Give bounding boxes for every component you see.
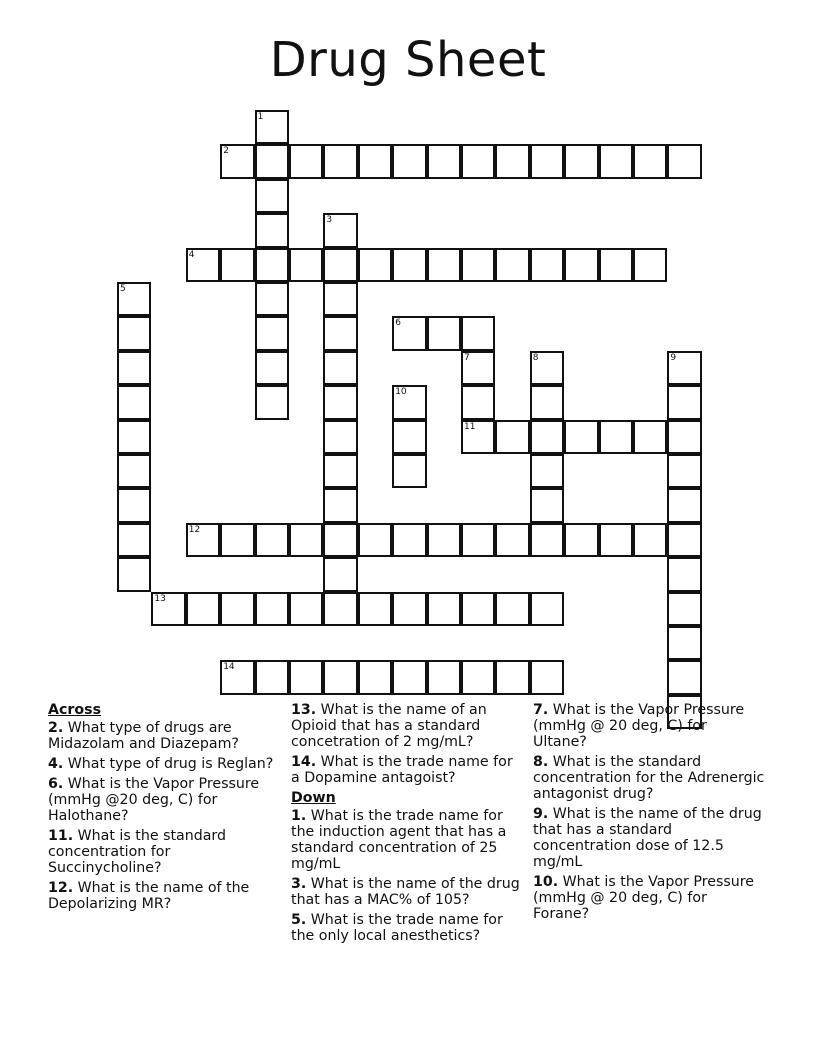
grid-cell[interactable] (667, 626, 701, 660)
clue-number-label: 14. (291, 754, 317, 770)
grid-cell[interactable] (530, 592, 564, 626)
grid-cell[interactable] (667, 488, 701, 522)
grid-cell[interactable] (323, 420, 357, 454)
clue-text: What is the Vapor Pressure (mmHg @ 20 deg, C) for Ultane? (533, 702, 745, 750)
clue-item (533, 754, 765, 802)
clue-number: 12 (188, 524, 201, 535)
clue-number: 1 (257, 112, 264, 122)
grid-cell[interactable] (255, 385, 289, 419)
clue-number: 8 (532, 352, 539, 363)
clue-item (291, 754, 523, 786)
clue-item (291, 702, 523, 750)
grid-cell[interactable] (633, 420, 667, 454)
grid-cell[interactable] (461, 420, 495, 454)
down-heading: Down (291, 790, 336, 806)
grid-cell[interactable] (255, 282, 289, 316)
grid-cell[interactable] (358, 144, 392, 178)
grid-cell[interactable] (220, 248, 254, 282)
clue-text: What is the Vapor Pressure (mmHg @20 deg, C) for Halothane? (48, 776, 260, 824)
clue-item (48, 776, 280, 824)
clue-text: What is the Vapor Pressure (mmHg @ 20 deg, C) for Forane? (533, 874, 754, 922)
grid-cell[interactable] (323, 282, 357, 316)
clue-number: 10 (395, 387, 407, 398)
clue-number-label: 12. (48, 880, 74, 896)
grid-cell[interactable] (255, 660, 289, 694)
grid-cell[interactable] (323, 660, 357, 694)
grid-cell[interactable] (255, 213, 289, 247)
across-clue-list-continued (291, 702, 523, 786)
grid-cell[interactable] (599, 420, 633, 454)
clue-text: What is the name of the Depolarizing MR? (48, 880, 250, 912)
grid-cell[interactable] (599, 523, 633, 557)
clue-column-1 (48, 702, 280, 916)
clue-number-label: 3. (291, 876, 307, 892)
grid-cell[interactable] (255, 523, 289, 557)
grid-cell[interactable] (117, 523, 151, 557)
grid-cell[interactable] (564, 523, 598, 557)
grid-cell[interactable] (495, 660, 529, 694)
clue-item (533, 874, 765, 922)
grid-cell[interactable] (495, 592, 529, 626)
clue-item (48, 720, 280, 752)
grid-cell[interactable] (289, 248, 323, 282)
grid-cell[interactable] (392, 316, 426, 350)
grid-cell[interactable] (667, 454, 701, 488)
grid-cell[interactable] (461, 248, 495, 282)
grid-cell[interactable] (289, 660, 323, 694)
grid-cell[interactable] (633, 144, 667, 178)
grid-cell[interactable] (117, 385, 151, 419)
grid-cell[interactable] (323, 557, 357, 591)
clue-text: What is the name of the drug that has a MAC% of 105? (291, 876, 520, 908)
clue-text: What is the standard concentration for Succinycholine? (48, 828, 227, 876)
grid-cell[interactable] (358, 660, 392, 694)
grid-cell[interactable] (667, 523, 701, 557)
grid-cell[interactable] (117, 488, 151, 522)
grid-cell[interactable] (323, 385, 357, 419)
clue-number: 2 (223, 146, 229, 157)
grid-cell[interactable] (117, 557, 151, 591)
clue-number: 9 (670, 352, 677, 363)
grid-cell[interactable] (392, 420, 426, 454)
grid-cell[interactable] (427, 248, 461, 282)
grid-cell[interactable] (564, 248, 598, 282)
grid-cell[interactable] (667, 557, 701, 591)
clue-item (291, 876, 523, 908)
grid-cell[interactable] (255, 144, 289, 178)
grid-cell[interactable] (599, 144, 633, 178)
across-clue-list (48, 720, 280, 912)
grid-cell[interactable] (667, 385, 701, 419)
clue-number-label: 2. (48, 720, 64, 736)
clue-number: 13 (154, 593, 166, 604)
clue-number: 7 (464, 352, 470, 363)
grid-cell[interactable] (323, 213, 357, 247)
clue-number-label: 1. (291, 808, 307, 824)
clue-number-label: 13. (291, 702, 317, 718)
grid-cell[interactable] (530, 454, 564, 488)
clue-number-label: 6. (48, 776, 64, 792)
clue-item (291, 808, 523, 872)
grid-cell[interactable] (186, 248, 220, 282)
grid-cell[interactable] (530, 488, 564, 522)
grid-cell[interactable] (255, 592, 289, 626)
clue-text: What is the standard concentration for the Adrenergic antagonist drug? (533, 754, 765, 802)
grid-cell[interactable] (392, 144, 426, 178)
clue-item (48, 756, 280, 772)
clue-number: 4 (188, 249, 195, 260)
across-heading: Across (48, 702, 102, 718)
grid-cell[interactable] (117, 454, 151, 488)
clue-item (533, 806, 765, 870)
grid-cell[interactable] (461, 316, 495, 350)
grid-cell[interactable] (323, 592, 357, 626)
down-clue-list-continued (533, 702, 765, 922)
clue-number: 6 (395, 318, 401, 329)
grid-cell[interactable] (323, 488, 357, 522)
grid-cell[interactable] (289, 523, 323, 557)
page-title: Drug Sheet (269, 32, 547, 88)
grid-cell[interactable] (495, 144, 529, 178)
grid-cell[interactable] (117, 282, 151, 316)
grid-cell[interactable] (358, 592, 392, 626)
grid-cell[interactable] (427, 144, 461, 178)
grid-cell[interactable] (461, 144, 495, 178)
clue-number-label: 4. (48, 756, 64, 772)
grid-cell[interactable] (323, 144, 357, 178)
grid-cell[interactable] (427, 523, 461, 557)
grid-cell[interactable] (220, 523, 254, 557)
grid-cell[interactable] (323, 523, 357, 557)
clue-number-label: 8. (533, 754, 549, 770)
grid-cell[interactable] (667, 144, 701, 178)
grid-cell[interactable] (220, 660, 254, 694)
clue-text: What is the trade name for the induction agent that has a standard concentration of 25 mg/mL (291, 808, 507, 872)
clue-text: What type of drugs are Midazolam and Diazepam? (48, 720, 239, 752)
grid-cell[interactable] (392, 454, 426, 488)
clue-text: What is the name of an Opioid that has a standard concetration of 2 mg/mL? (291, 702, 487, 750)
grid-cell[interactable] (255, 248, 289, 282)
clue-number-label: 10. (533, 874, 559, 890)
clue-number: 14 (223, 662, 235, 673)
grid-cell[interactable] (323, 248, 357, 282)
clue-number-label: 9. (533, 806, 549, 822)
grid-cell[interactable] (461, 385, 495, 419)
grid-cell[interactable] (220, 144, 254, 178)
grid-cell[interactable] (392, 248, 426, 282)
grid-cell[interactable] (255, 179, 289, 213)
grid-cell[interactable] (289, 144, 323, 178)
clue-number: 5 (120, 284, 126, 294)
clue-text: What is the trade name for a Dopamine antagoist? (291, 754, 513, 786)
grid-cell[interactable] (117, 316, 151, 350)
grid-cell[interactable] (255, 110, 289, 144)
grid-cell[interactable] (255, 351, 289, 385)
grid-cell[interactable] (667, 351, 701, 385)
grid-cell[interactable] (186, 523, 220, 557)
clue-text: What is the trade name for the only local anesthetics? (291, 912, 503, 944)
clue-column-3 (533, 702, 765, 926)
grid-cell[interactable] (392, 660, 426, 694)
grid-cell[interactable] (667, 592, 701, 626)
clue-number-label: 7. (533, 702, 549, 718)
grid-cell[interactable] (667, 660, 701, 694)
grid-cell[interactable] (495, 523, 529, 557)
grid-cell[interactable] (495, 248, 529, 282)
grid-cell[interactable] (530, 385, 564, 419)
clue-number: 3 (326, 215, 333, 226)
grid-cell[interactable] (151, 592, 185, 626)
grid-cell[interactable] (392, 523, 426, 557)
grid-cell[interactable] (117, 351, 151, 385)
grid-cell[interactable] (633, 248, 667, 282)
grid-cell[interactable] (323, 454, 357, 488)
grid-cell[interactable] (564, 420, 598, 454)
grid-cell[interactable] (323, 316, 357, 350)
grid-cell[interactable] (461, 592, 495, 626)
grid-cell[interactable] (255, 316, 289, 350)
grid-cell[interactable] (117, 420, 151, 454)
grid-cell[interactable] (530, 660, 564, 694)
clue-item (533, 702, 765, 750)
grid-cell[interactable] (461, 523, 495, 557)
grid-cell[interactable] (289, 592, 323, 626)
clue-text: What type of drug is Reglan? (63, 756, 274, 772)
grid-cell[interactable] (427, 660, 461, 694)
grid-cell[interactable] (530, 144, 564, 178)
grid-cell[interactable] (495, 420, 529, 454)
grid-cell[interactable] (599, 248, 633, 282)
grid-cell[interactable] (392, 385, 426, 419)
grid-cell[interactable] (530, 523, 564, 557)
clue-item (48, 880, 280, 912)
grid-cell[interactable] (530, 420, 564, 454)
grid-cell[interactable] (564, 144, 598, 178)
clue-number-label: 5. (291, 912, 307, 928)
clue-item (48, 828, 280, 876)
grid-cell[interactable] (461, 660, 495, 694)
clue-column-2 (291, 702, 523, 948)
grid-cell[interactable] (461, 351, 495, 385)
grid-cell[interactable] (220, 592, 254, 626)
clue-item (291, 912, 523, 944)
grid-cell[interactable] (633, 523, 667, 557)
grid-cell[interactable] (427, 592, 461, 626)
down-clue-list (291, 808, 523, 944)
grid-cell[interactable] (186, 592, 220, 626)
clue-text: What is the name of the drug that has a standard concentration dose of 12.5 mg/mL (533, 806, 762, 870)
grid-cell[interactable] (667, 420, 701, 454)
grid-cell[interactable] (358, 248, 392, 282)
grid-cell[interactable] (323, 351, 357, 385)
clue-number-label: 11. (48, 828, 74, 844)
clue-number: 11 (464, 421, 476, 432)
grid-cell[interactable] (427, 316, 461, 350)
grid-cell[interactable] (530, 248, 564, 282)
grid-cell[interactable] (530, 351, 564, 385)
grid-cell[interactable] (392, 592, 426, 626)
grid-cell[interactable] (358, 523, 392, 557)
